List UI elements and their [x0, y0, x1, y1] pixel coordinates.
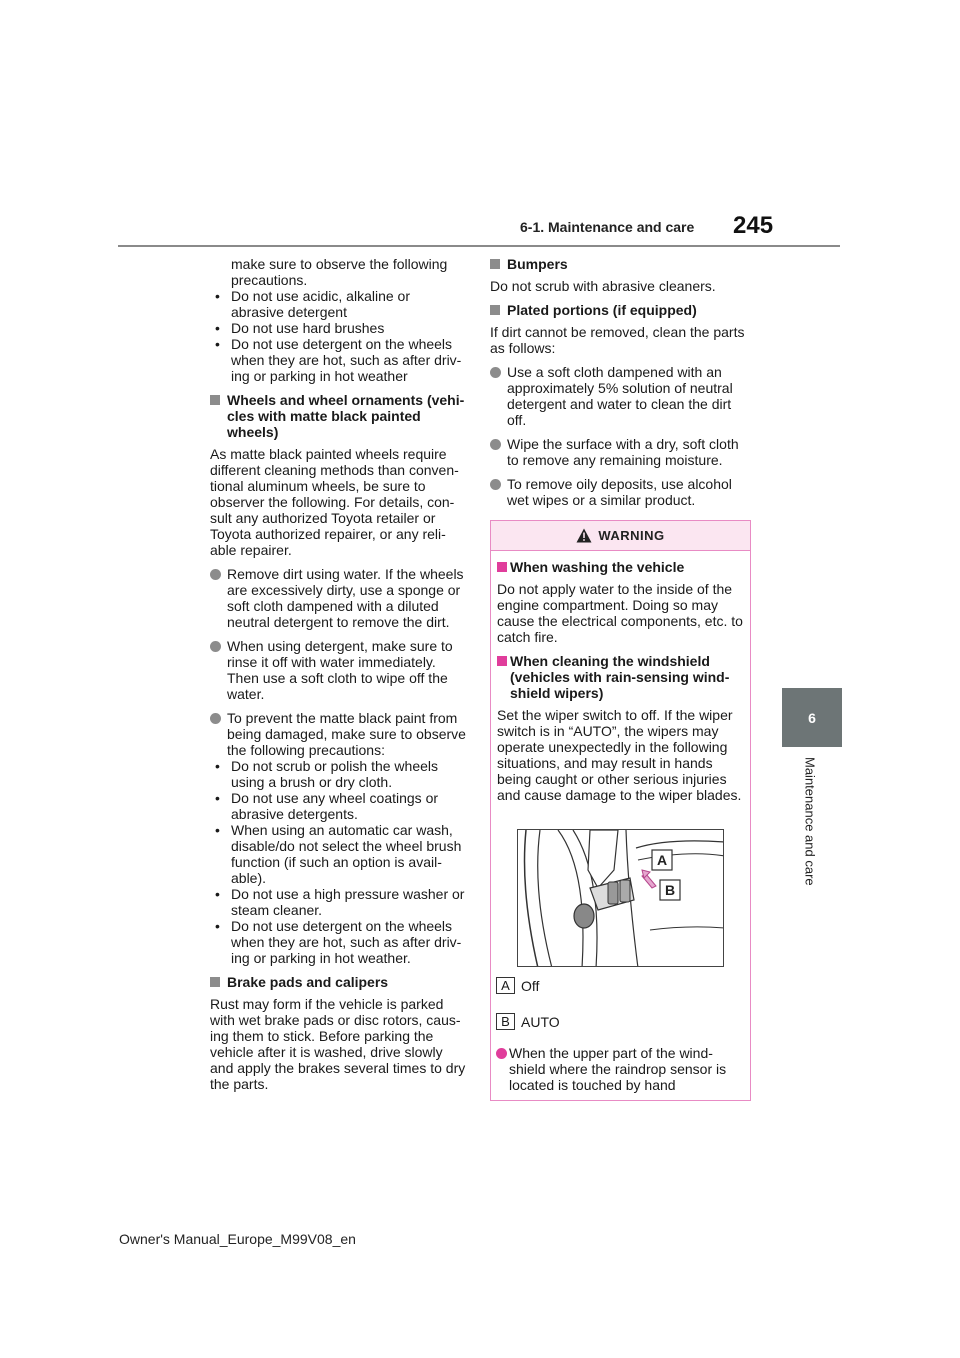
paint-bullet-list — [210, 758, 466, 966]
legend-text: AUTO — [521, 1013, 560, 1030]
warning-heading-windshield: When cleaning the windshield (vehicles with rain-sensing wind-shield wipers) — [497, 653, 744, 701]
plated-heading: Plated portions (if equipped) — [490, 302, 750, 318]
list-item: • Do not use any wheel coatings or abrasive detergents. — [210, 790, 466, 822]
warning-heading-washing: When washing the vehicle — [497, 559, 744, 575]
legend-item-auto — [496, 1013, 560, 1030]
page-number: 245 — [733, 212, 774, 239]
figure-label-b: B — [664, 882, 676, 898]
right-column — [490, 256, 750, 516]
list-item: • Do not scrub or polish the wheels using a brush or dry cloth. — [210, 758, 466, 790]
warning-paragraph-windshield: Set the wiper switch to off. If the wiper switch is in “AUTO”, the wipers may operate unexpectedly in the following situations, and may result in hands being caught or other serious injuries and cause damage to the wiper blades. — [497, 707, 742, 803]
legend-key: A — [496, 977, 515, 994]
bumpers-heading: Bumpers — [490, 256, 750, 272]
warning-point-list — [496, 1045, 744, 1101]
footer-document-id: Owner's Manual_Europe_M99V08_en — [119, 1231, 356, 1247]
figure-label-a: A — [656, 852, 668, 868]
warning-title: WARNING — [598, 528, 665, 543]
list-item: • Do not use hard brushes — [210, 320, 466, 336]
chapter-side-label — [800, 757, 820, 917]
list-item: Wipe the surface with a dry, soft cloth to remove any remaining moisture. — [490, 436, 750, 468]
list-item: When using detergent, make sure to rinse it off with water immediately. Then use a soft cloth to wipe off the water. — [210, 638, 466, 702]
section-title: 6-1. Maintenance and care — [520, 219, 695, 235]
header-divider — [118, 245, 840, 247]
bumpers-paragraph: Do not scrub with abrasive cleaners. — [490, 278, 716, 294]
wiper-switch-illustration — [517, 829, 724, 967]
legend-text: Off — [521, 977, 540, 994]
intro-bullet-list — [210, 288, 466, 384]
list-item: • Do not use detergent on the wheels when they are hot, such as after driv-ing or parking in hot weather. — [210, 918, 466, 966]
list-item: Remove dirt using water. If the wheels are excessively dirty, use a sponge or soft cloth dampened with a diluted neutral detergent to remove the dirt. — [210, 566, 466, 630]
chapter-label-text: Maintenance and care — [802, 757, 818, 886]
wheels-heading: Wheels and wheel ornaments (vehi-cles with matte black painted wheels) — [210, 392, 466, 440]
wiper-lever-drawing — [518, 830, 724, 967]
list-item: • Do not use acidic, alkaline or abrasive detergent — [210, 288, 466, 320]
intro-text: make sure to observe the following precautions. — [231, 256, 448, 288]
list-item: Use a soft cloth dampened with an approximately 5% solution of neutral detergent and water to clean the dirt off. — [490, 364, 750, 428]
list-item: • Do not use a high pressure washer or steam cleaner. — [210, 886, 466, 918]
warning-triangle-icon — [576, 528, 592, 543]
brake-heading: Brake pads and calipers — [210, 974, 466, 990]
list-item: • When using an automatic car wash, disable/do not select the wheel brush function (if such an option is avail-able). — [210, 822, 466, 886]
list-item: To remove oily deposits, use alcohol wet wipes or a similar product. — [490, 476, 750, 508]
warning-header — [491, 521, 750, 551]
legend-item-off — [496, 977, 539, 994]
chapter-tab — [782, 688, 842, 747]
list-item: • Do not use detergent on the wheels when they are hot, such as after driv-ing or parking in hot weather — [210, 336, 466, 384]
brake-paragraph: Rust may form if the vehicle is parked with wet brake pads or disc rotors, caus-ing them to stick. Before parking the vehicle after it is washed, drive slowly and apply the brakes several times to dry the parts. — [210, 996, 466, 1092]
warning-body — [491, 551, 750, 803]
warning-paragraph-washing: Do not apply water to the inside of the engine compartment. Doing so may cause the electrical components, etc. to catch fire. — [497, 581, 743, 645]
chapter-number: 6 — [808, 709, 816, 726]
list-item: To prevent the matte black paint from being damaged, make sure to observe the following precautions: — [210, 710, 466, 758]
list-item: When the upper part of the wind-shield where the raindrop sensor is located is touched by hand — [496, 1045, 744, 1093]
legend-key: B — [496, 1013, 515, 1030]
plated-paragraph: If dirt cannot be removed, clean the parts as follows: — [490, 324, 745, 356]
left-column — [210, 256, 466, 1100]
wheels-paragraph: As matte black painted wheels require different cleaning methods than conven-tional aluminum wheels, be sure to observer the following. For details, con-sult any authorized Toyota retailer or Toyota authorized repairer, or any reli-able repairer. — [210, 446, 459, 558]
